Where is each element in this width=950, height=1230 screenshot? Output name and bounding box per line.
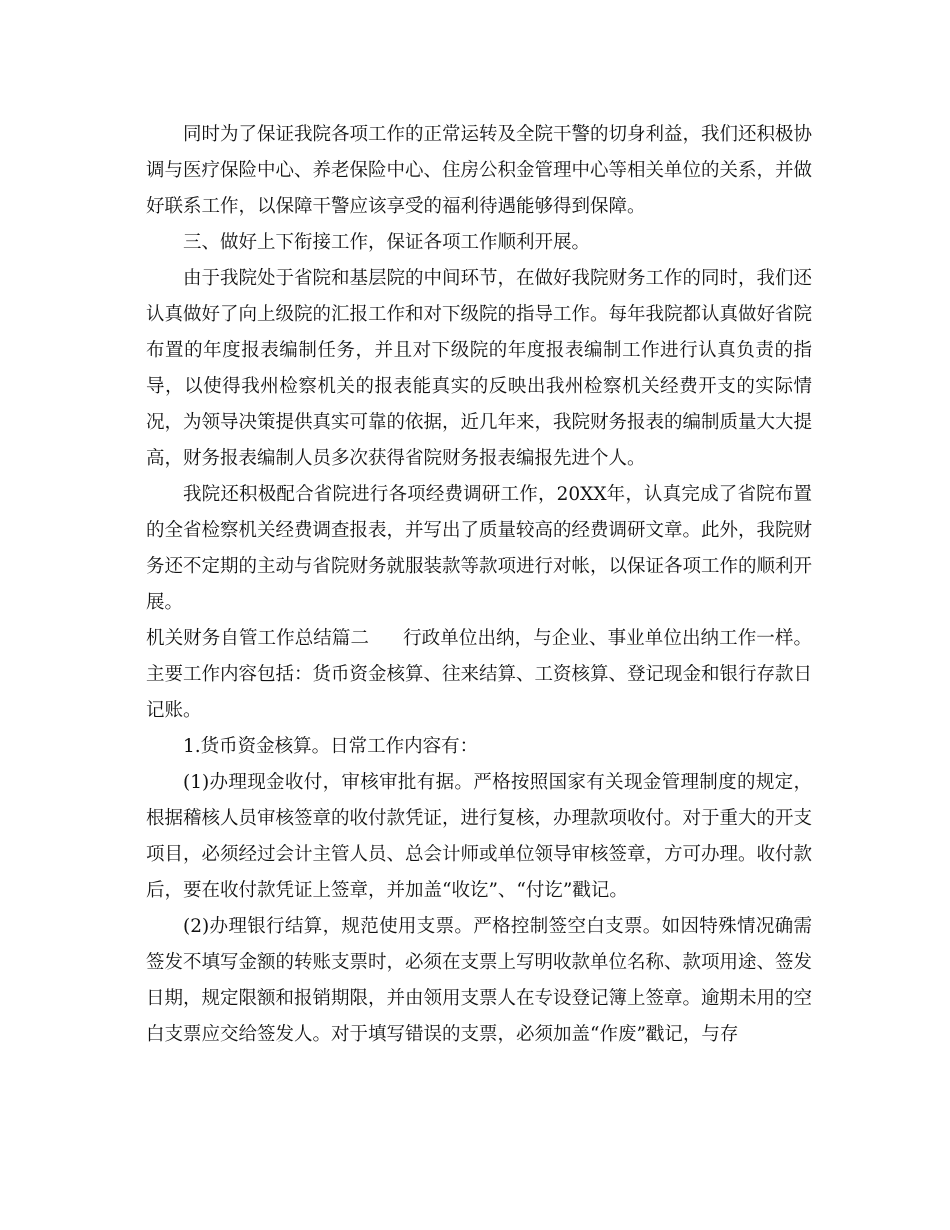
paragraph-welfare: 同时为了保证我院各项工作的正常运转及全院干警的切身利益，我们还积极协调与医疗保险中心、养老保险中心、住房公积金管理中心等相关单位的关系，并做好联系工作，以保障干警应该享受的福利待遇能够得到保障。 — [146, 124, 813, 217]
section-intro-text: 行政单位出纳，与企业、事业单位出纳工作一样。主要工作内容包括：货币资金核算、往来结算、工资核算、登记现金和银行存款日记账。 — [146, 628, 813, 721]
section-heading-paragraph — [146, 621, 812, 729]
paragraph-item-1: 1.货币资金核算。日常工作内容有： — [183, 736, 479, 757]
paragraph-coordination: 由于我院处于省院和基层院的中间环节，在做好我院财务工作的同时，我们还认真做好了向上级院的汇报工作和对下级院的指导工作。每年我院都认真做好省院布置的年度报表编制任务，并且对下级院的年度报表编制工作进行认真负责的指导，以使得我州检察机关的报表能真实的反映出我州检察机关经费开支的实际情况，为领导决策提供真实可靠的依据，近几年来，我院财务报表的编制质量大大提高，财务报表编制人员多次获得省院财务报表编报先进个人。 — [146, 268, 813, 469]
document-body — [146, 117, 812, 1053]
section-title: 机关财务自管工作总结篇二 — [146, 628, 370, 649]
paragraph-research: 我院还积极配合省院进行各项经费调研工作，20XX年，认真完成了省院布置的全省检察机关经费调查报表，并写出了质量较高的经费调研文章。此外，我院财务还不定期的主动与省院财务就服装款等款项进行对帐，以保证各项工作的顺利开展。 — [146, 484, 813, 613]
paragraph-item-1-1: (1)办理现金收付，审核审批有据。严格按照国家有关现金管理制度的规定，根据稽核人员审核签章的收付款凭证，进行复核，办理款项收付。对于重大的开支项目，必须经过会计主管人员、总会计师或单位领导审核签章，方可办理。收付款后，要在收付款凭证上签章，并加盖“收讫”、“付讫”戳记。 — [146, 772, 813, 901]
paragraph-item-1-2: (2)办理银行结算，规范使用支票。严格控制签空白支票。如因特殊情况确需签发不填写金额的转账支票时，必须在支票上写明收款单位名称、款项用途、签发日期，规定限额和报销期限，并由领用支票人在专设登记簿上签章。逾期未用的空白支票应交给签发人。对于填写错误的支票，必须加盖“作废”戳记，与存 — [146, 916, 813, 1045]
paragraph-section-three-heading: 三、做好上下衔接工作，保证各项工作顺利开展。 — [183, 232, 591, 253]
